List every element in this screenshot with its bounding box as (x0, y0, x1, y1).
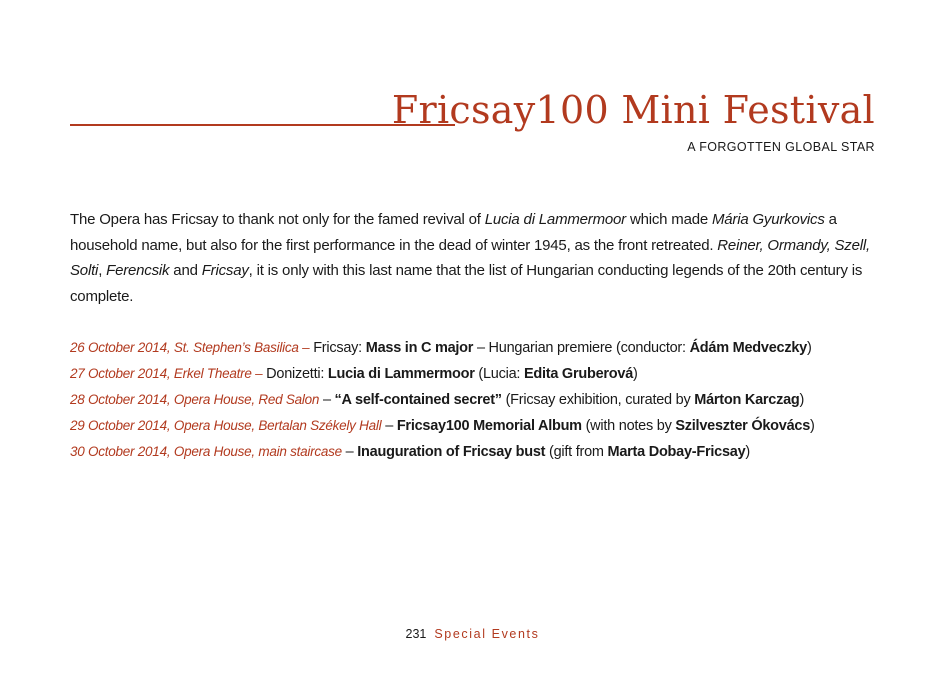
event-person: Márton Karczag (694, 392, 800, 408)
intro-work-title: Lucia di Lammermoor (484, 211, 626, 228)
event-date-venue: 28 October 2014, Opera House, Red Salon (70, 392, 320, 407)
event-title: Lucia di Lammermoor (327, 366, 475, 382)
event-item (70, 335, 900, 361)
event-text: (with notes by (581, 418, 676, 434)
intro-text: , (98, 262, 107, 279)
event-text: ) (745, 444, 750, 460)
intro-conductor-names: Reiner, Ormandy, Szell, Solti (70, 236, 870, 279)
intro-text: , it is only with this last name that the list of Hungarian conducting legends of the 20th century is complete. (70, 262, 863, 305)
event-text: (Fricsay exhibition, curated by (501, 392, 695, 408)
event-date-venue: 29 October 2014, Opera House, Bertalan Székely Hall (70, 418, 382, 433)
event-item (70, 439, 900, 465)
event-title: Mass in C major (365, 340, 474, 356)
intro-conductor-name: Ferencsik (106, 262, 170, 279)
page-footer (0, 627, 945, 641)
event-person: Ádám Medveczky (689, 340, 807, 356)
event-date-venue: 26 October 2014, St. Stephen’s Basilica – (70, 340, 310, 355)
event-person: Szilveszter Ókovács (675, 418, 811, 434)
event-person: Marta Dobay-Fricsay (607, 444, 746, 460)
section-name: Special Events (434, 627, 540, 641)
page-number: 231 (405, 627, 427, 641)
event-item (70, 387, 900, 413)
event-text: ) (810, 418, 815, 434)
event-text: – (381, 418, 397, 434)
event-item (70, 413, 900, 439)
page-subtitle: A FORGOTTEN GLOBAL STAR (687, 140, 875, 154)
intro-conductor-name: Fricsay (201, 262, 249, 279)
event-text: Fricsay: (309, 340, 366, 356)
intro-singer-name: Mária Gyurkovics (711, 211, 825, 228)
event-title: Fricsay100 Memorial Album (396, 418, 582, 434)
event-date-venue: 27 October 2014, Erkel Theatre – (70, 366, 263, 381)
event-text: – Hungarian premiere (conductor: (473, 340, 690, 356)
event-text: Donizetti: (262, 366, 328, 382)
intro-text: and (169, 262, 202, 279)
event-text: (Lucia: (474, 366, 524, 382)
event-date-venue: 30 October 2014, Opera House, main staircase (70, 444, 342, 459)
intro-text: a household name, but also for the first performance in the dead of winter 1945, as the front retreated. (70, 211, 837, 254)
event-text: ) (799, 392, 805, 408)
page-title: Fricsay100 Mini Festival (391, 88, 875, 132)
event-text: ) (806, 340, 812, 356)
event-text: – (341, 444, 358, 460)
event-text: – (319, 392, 335, 408)
intro-text: which made (625, 211, 712, 228)
event-text: (gift from (545, 444, 608, 460)
intro-text: The Opera has Fricsay to thank not only for the famed revival of (70, 211, 485, 228)
event-title: Inauguration of Fricsay bust (357, 444, 546, 460)
event-item (70, 361, 900, 387)
event-person: Edita Gruberová (523, 366, 634, 382)
intro-paragraph (70, 207, 875, 309)
event-title: “A self-contained secret” (334, 392, 502, 408)
event-text: ) (633, 366, 638, 382)
event-list (70, 335, 900, 465)
